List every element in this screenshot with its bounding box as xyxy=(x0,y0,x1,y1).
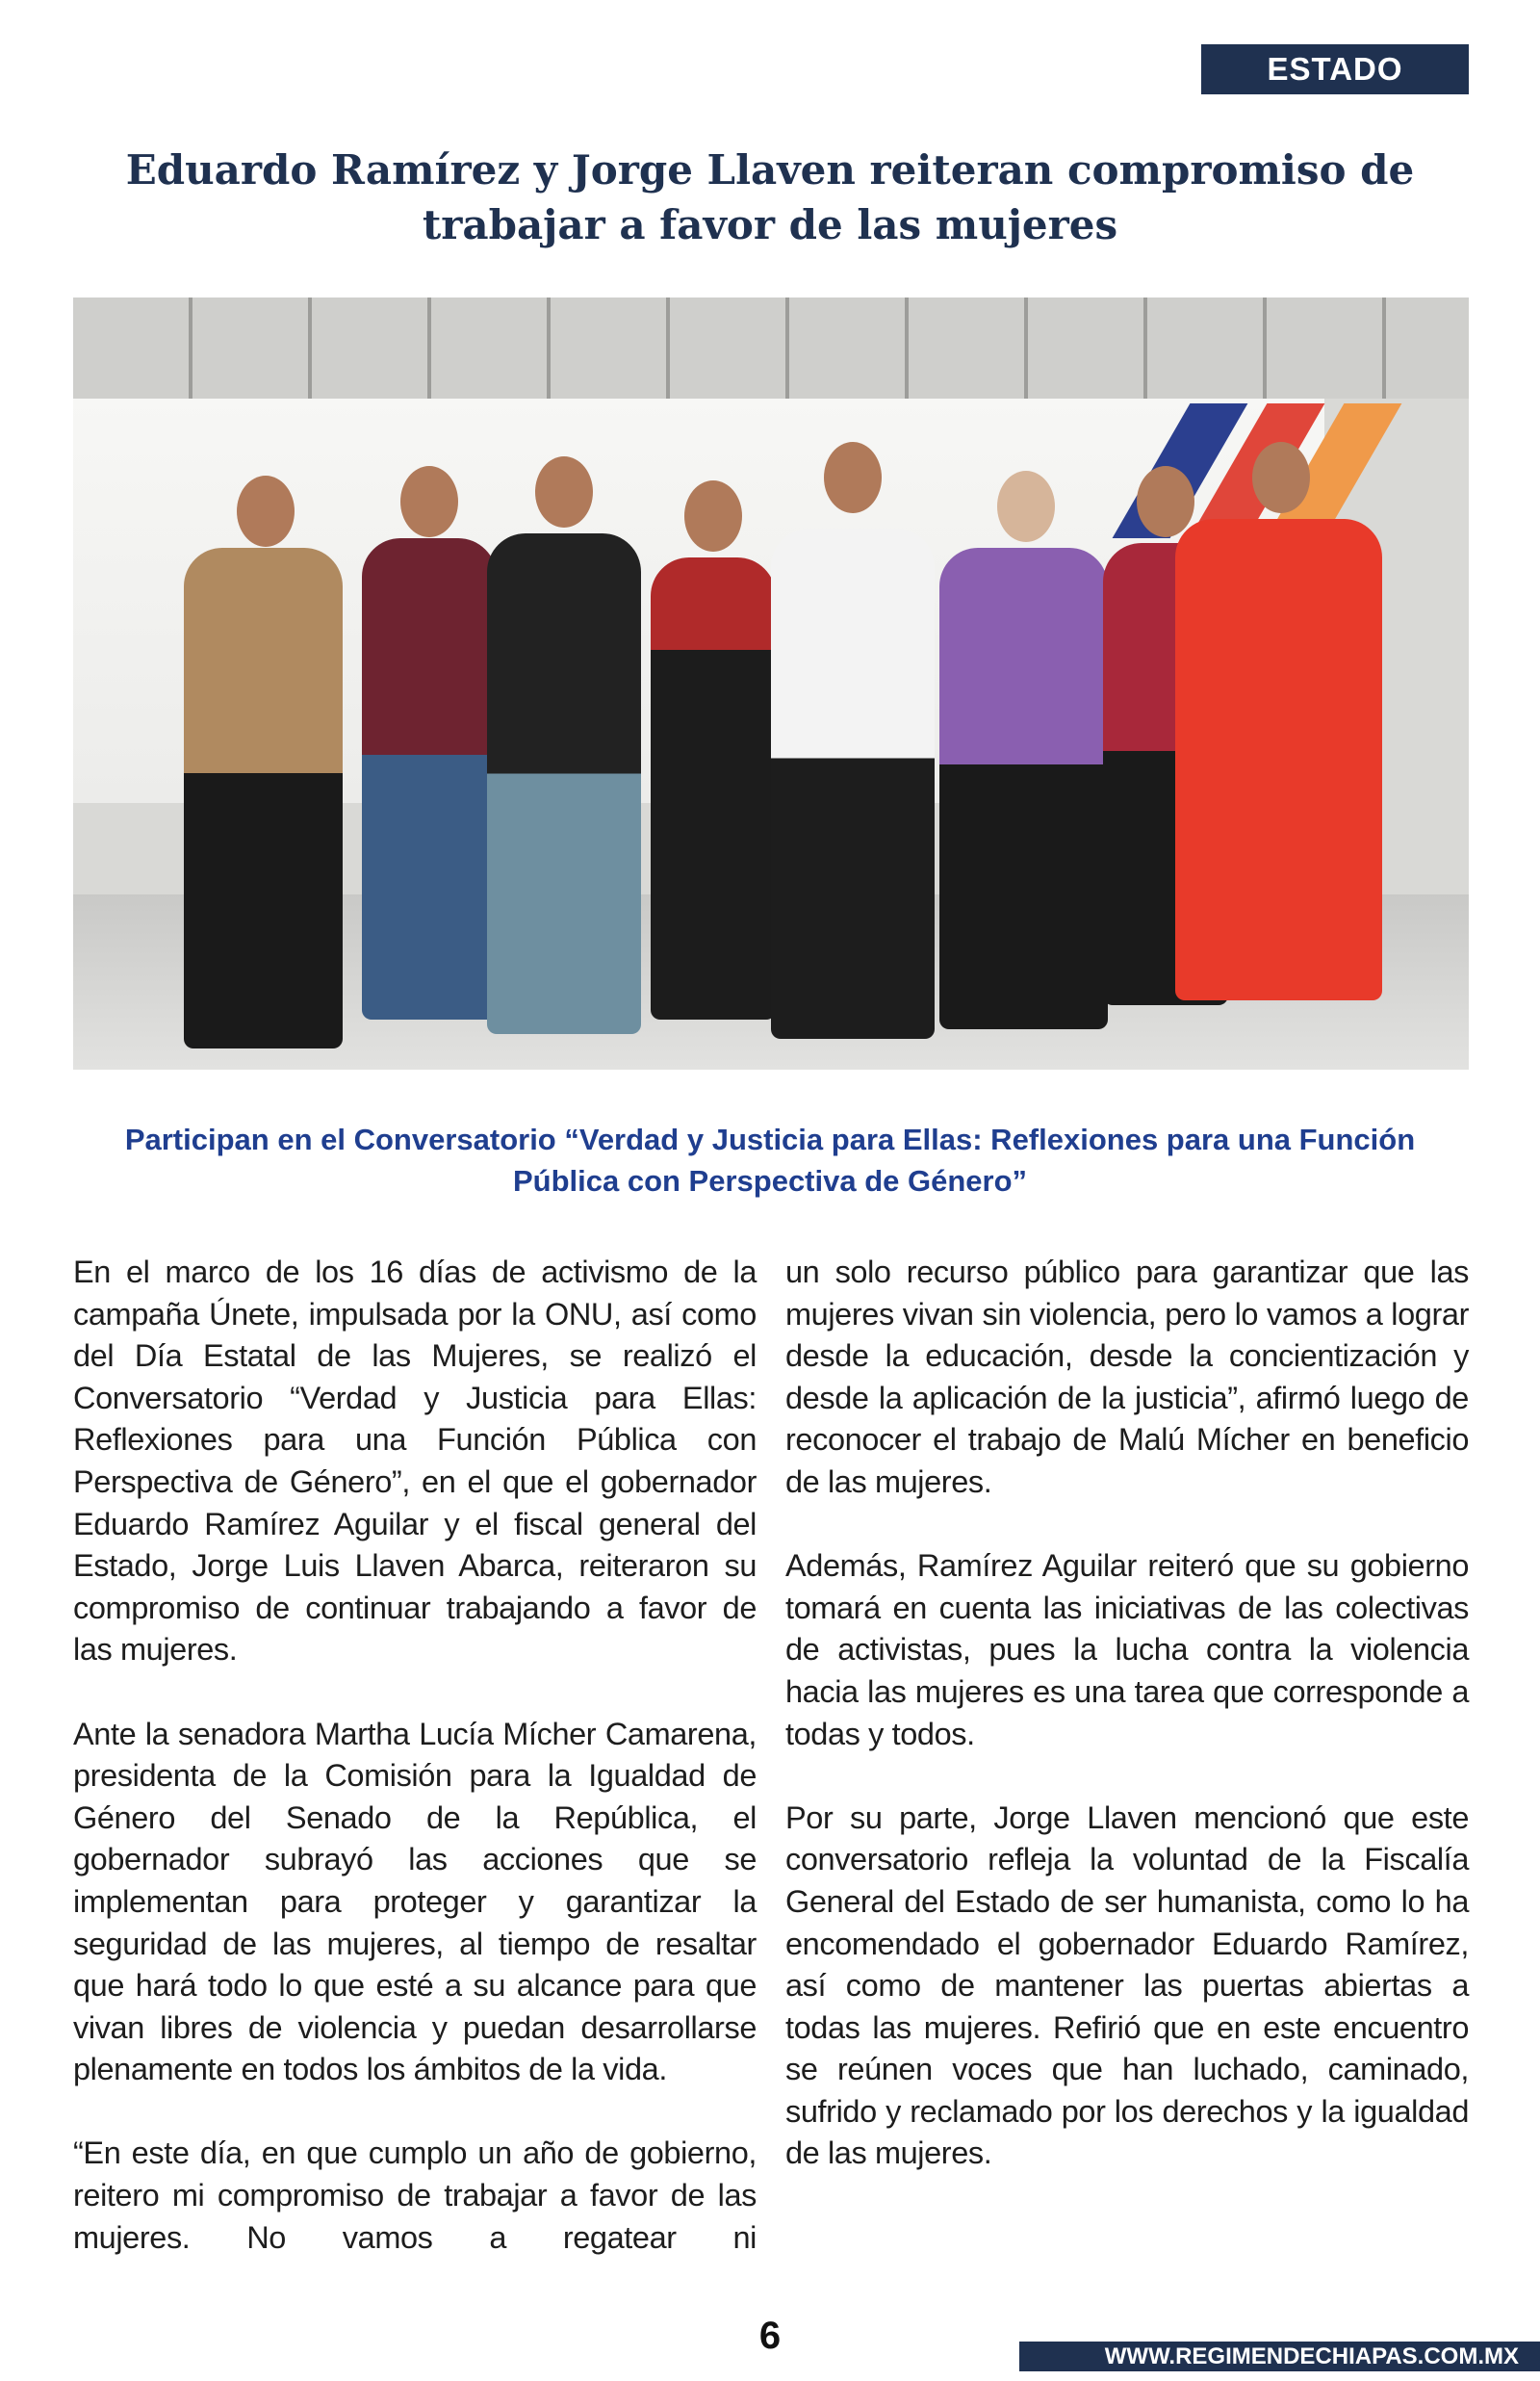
person-head xyxy=(237,476,295,547)
section-tag: ESTADO xyxy=(1201,44,1469,94)
person xyxy=(651,557,776,1020)
person xyxy=(939,548,1108,1029)
body-column-left xyxy=(73,1252,757,2301)
paragraph: un solo recurso público para garantizar que las mujeres vivan sin violencia, pero lo vamos a lograr desde la educación, desde la concientización y desde la aplicación de la justicia”, afirmó luego de reconocer el trabajo de Malú Mícher en beneficio de las mujeres. xyxy=(785,1255,1469,1499)
person-head xyxy=(1137,466,1194,537)
person-head xyxy=(997,471,1055,542)
person xyxy=(184,548,343,1048)
paragraph: En el marco de los 16 días de activismo de la campaña Únete, impulsada por la ONU, así como del Día Estatal de las Mujeres, se realizó el Conversatorio “Verdad y Justicia para Ellas: Reflexiones para una Función Pública con Perspectiva de Género”, en el que el gobernador Eduardo Ramírez Aguilar y el fiscal general del Estado, Jorge Luis Llaven Abarca, reiteraron su compromiso de continuar trabajando a favor de las mujeres. xyxy=(73,1255,757,1668)
person-head xyxy=(824,442,882,513)
person-head xyxy=(400,466,458,537)
paragraph: “En este día, en que cumplo un año de gobierno, reitero mi compromiso de trabajar a favor de las mujeres. No vamos a regatear ni xyxy=(73,2135,757,2255)
person xyxy=(1175,519,1382,1000)
photo-ceiling xyxy=(73,298,1469,399)
paragraph: Por su parte, Jorge Llaven mencionó que este conversatorio refleja la voluntad de la Fiscalía General del Estado de ser humanista, como lo ha encomendado el gobernador Eduardo Ramírez, así como de mantener las puertas abiertas a todas las mujeres. Refirió que en este encuentro se reúnen voces que han luchado, caminado, sufrido y reclamado por los derechos y la igualdad de las mujeres. xyxy=(785,1799,1469,2171)
footer-url: WWW.REGIMENDECHIAPAS.COM.MX xyxy=(1019,2342,1540,2371)
person xyxy=(487,533,641,1034)
person-head xyxy=(684,480,742,552)
paragraph: Ante la senadora Martha Lucía Mícher Camarena, presidenta de la Comisión para la Igualdad de Género del Senado de la República, el gobernador subrayó las acciones que se implementan para proteger y garantizar la seguridad de las mujeres, al tiempo de resaltar que hará todo lo que esté a su alcance para que vivan libres de violencia y puedan desarrollarse plenamente en todos los ámbitos de la vida. xyxy=(73,1716,757,2087)
article-photo xyxy=(73,298,1469,1070)
paragraph: Además, Ramírez Aguilar reiteró que su gobierno tomará en cuenta las iniciativas de las colectivas de activistas, pues la lucha contra la violencia hacia las mujeres es una tarea que corresponde a todas y todos. xyxy=(785,1548,1469,1751)
person-head xyxy=(1252,442,1310,513)
person xyxy=(362,538,497,1020)
photo-caption: Participan en el Conversatorio “Verdad y Justicia para Ellas: Reflexiones para una Función Pública con Perspectiva de Género” xyxy=(124,1123,1416,1198)
person-head xyxy=(535,456,593,528)
article-title: Eduardo Ramírez y Jorge Llaven reiteran compromiso de trabajar a favor de las mujeres xyxy=(125,146,1415,248)
body-column-right xyxy=(785,1252,1469,2217)
person xyxy=(771,529,935,1039)
page-number: 6 xyxy=(758,2315,782,2357)
